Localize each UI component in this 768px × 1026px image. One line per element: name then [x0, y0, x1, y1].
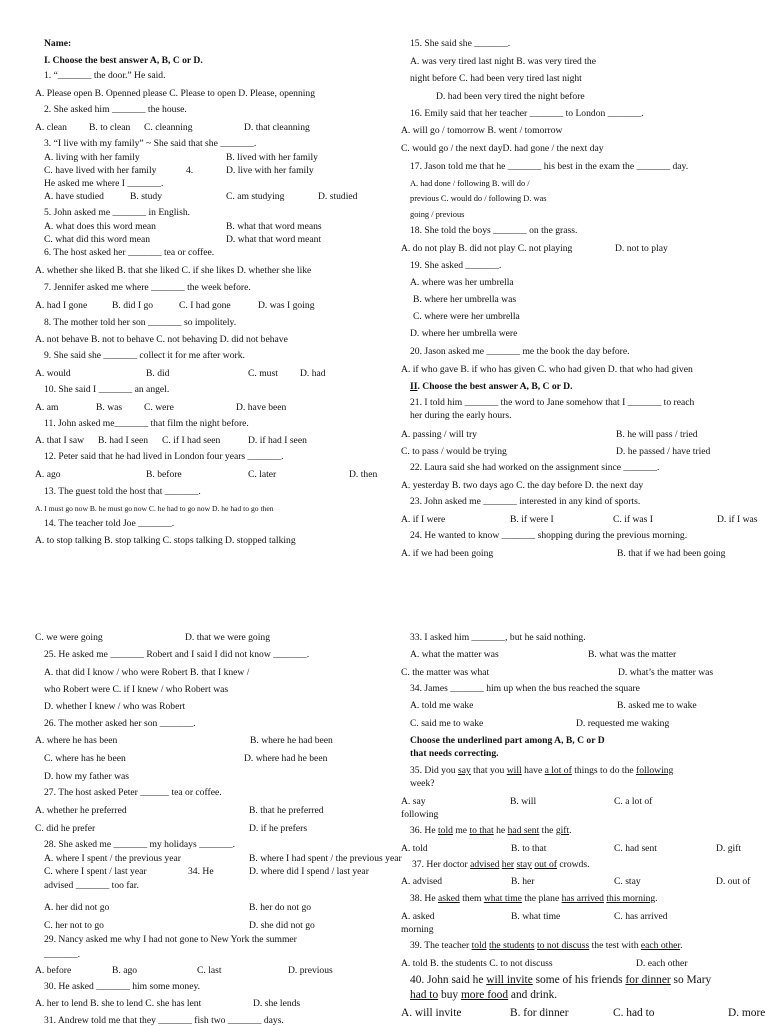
- question-30: 30. He asked _______ him some money.: [44, 981, 201, 992]
- question-22-options: A. yesterday B. two days ago C. the day before D. the next day: [401, 480, 644, 491]
- question-38-option-d: morning: [401, 924, 434, 935]
- q37-underlined-b: her: [501, 859, 515, 870]
- question-7: 7. Jennifer asked me where _______ the week before.: [44, 282, 251, 293]
- question-24-option-c: C. we were going: [35, 632, 103, 643]
- question-8: 8. The mother told her son _______ so impolitely.: [44, 317, 237, 328]
- question-38-option-a: A. asked: [401, 911, 435, 922]
- question-5-option-d: D. what that word meant: [226, 234, 322, 245]
- q36-text: .: [569, 825, 572, 836]
- question-33-option-b: B. what was the matter: [588, 649, 677, 660]
- question-35: [410, 765, 673, 776]
- question-26: 26. The mother asked her son _______.: [44, 718, 196, 729]
- q39-underlined-a: told: [471, 940, 487, 951]
- q38-text: them: [459, 893, 484, 904]
- question-9-option-d: D. had: [300, 368, 326, 379]
- question-19-option-d: D. where her umbrella were: [410, 328, 518, 339]
- question-21-option-d: D. he passed / have tried: [616, 446, 711, 457]
- question-38-option-b: B. what time: [511, 911, 561, 922]
- q35-underlined-d: following: [636, 765, 674, 776]
- q35-text: things to do the: [571, 765, 637, 776]
- q40-text: so Mary: [670, 974, 712, 986]
- question-15: 15. She said she _______.: [410, 38, 511, 49]
- question-10-option-a: A. am: [35, 402, 59, 413]
- question-9-option-a: A. would: [35, 368, 71, 379]
- question-24-option-d: D. that we were going: [185, 632, 270, 643]
- question-2-option-b: B. to clean: [89, 122, 131, 133]
- question-17: 17. Jason told me that he _______ his best in the exam the _______ day.: [410, 161, 689, 172]
- question-4-option-a: A. have studied: [44, 191, 104, 202]
- question-13-options: A. I must go now B. he must go now C. he had to go now D. he had to go then: [35, 504, 274, 513]
- question-24: 24. He wanted to know _______ shopping during the previous morning.: [410, 530, 688, 541]
- question-31: 31. Andrew told me that they _______ fish two _______ days.: [44, 1015, 284, 1026]
- question-16: 16. Emily said that her teacher _______ to London _______.: [410, 108, 644, 119]
- q39-underlined-b: the students: [488, 940, 535, 951]
- question-10-option-b: B. was: [96, 402, 123, 413]
- question-12: 12. Peter said that he had lived in London four years _______.: [44, 451, 284, 462]
- question-11: 11. John asked me_______ that film the night before.: [44, 418, 249, 429]
- question-11-option-d: D. if had I seen: [248, 435, 307, 446]
- q36-underlined-a: told: [437, 825, 453, 836]
- question-17-options-line-1: A. had done / following B. will do /: [410, 179, 530, 188]
- question-35-option-a: A. say: [401, 796, 426, 807]
- question-21-option-a: A. passing / will try: [401, 429, 477, 440]
- q39-text: the test with: [589, 940, 641, 951]
- question-2-option-c: C. cleanning: [144, 122, 193, 133]
- q40-text: and drink.: [508, 989, 558, 1001]
- question-34-option-c: C. her not to go: [44, 920, 104, 931]
- question-34-option-c: C. said me to wake: [410, 718, 484, 729]
- question-10-option-d: D. have been: [236, 402, 287, 413]
- question-11-option-c: C. if I had seen: [162, 435, 221, 446]
- question-37: [412, 859, 590, 870]
- question-9-option-b: B. did: [146, 368, 170, 379]
- question-26-extra: D. how my father was: [44, 771, 129, 782]
- question-9-option-c: C. must: [248, 368, 278, 379]
- question-34-option-a: A. told me wake: [410, 700, 474, 711]
- question-10: 10. She said I _______ an angel.: [44, 384, 170, 395]
- question-4-option-b: B. study: [130, 191, 162, 202]
- question-11-option-b: B. had I seen: [98, 435, 149, 446]
- question-17-options-line-2: previous C. would do / following D. was: [410, 194, 547, 203]
- question-40-option-c: C. had to: [613, 1007, 655, 1019]
- section-3-heading: Choose the underlined part among A, B, C or D: [410, 735, 605, 746]
- question-3: 3. “I live with my family” ~ She said that she _______.: [44, 138, 257, 149]
- question-38: [410, 893, 658, 904]
- q37-text: 37. Her doctor: [412, 859, 471, 870]
- question-9: 9. She said she _______ collect it for me after work.: [44, 350, 245, 361]
- question-25-options-line-2: who Robert were C. if I knew / who Robert was: [44, 684, 229, 695]
- question-29: 29. Nancy asked me why I had not gone to New York the summer: [44, 934, 297, 945]
- q37-underlined-d: out of: [534, 859, 557, 870]
- question-23: 23. John asked me _______ interested in any kind of sports.: [410, 496, 641, 507]
- question-3-option-d: D. live with her family: [226, 165, 314, 176]
- q35-underlined-c: a lot of: [544, 765, 572, 776]
- question-35-option-c: C. a lot of: [614, 796, 653, 807]
- q40-underlined-a: will invite: [486, 974, 533, 986]
- question-15-options-line-1: A. was very tired last night B. was very tired the: [410, 56, 596, 67]
- question-34-option-b: B. her do not go: [249, 902, 312, 913]
- question-34-option-d: D. she did not go: [249, 920, 315, 931]
- section-2-numeral: II: [410, 381, 418, 392]
- question-26-option-a: A. where he has been: [35, 735, 118, 746]
- question-40: [410, 974, 711, 987]
- question-33-option-c: C. the matter was what: [401, 667, 490, 678]
- question-35-continued: week?: [410, 778, 435, 789]
- question-13: 13. The guest told the host that _______.: [44, 486, 201, 497]
- question-18-options: A. do not play B. did not play C. not playing: [401, 243, 573, 254]
- question-20-options: A. if who gave B. if who has given C. who had given D. that who had given: [401, 364, 693, 375]
- question-12-option-b: B. before: [146, 469, 182, 480]
- question-34-stem: advised _______ too far.: [44, 880, 139, 891]
- q36-text: 36. He: [410, 825, 438, 836]
- question-18: 18. She told the boys _______ on the grass.: [410, 225, 578, 236]
- question-37-option-a: A. advised: [401, 876, 443, 887]
- question-4-number: 4.: [186, 165, 194, 176]
- question-27-option-a: A. whether he preferred: [35, 805, 127, 816]
- question-23-option-d: D. if I was: [717, 514, 758, 525]
- q39-underlined-d: each other: [640, 940, 681, 951]
- question-33: 33. I asked him _______, but he said nothing.: [410, 632, 586, 643]
- question-3-option-b: B. lived with her family: [226, 152, 318, 163]
- question-36-option-c: C. had sent: [614, 843, 657, 854]
- question-28: 28. She asked me _______ my holidays _______.: [44, 839, 236, 850]
- question-35-option-d: following: [401, 809, 439, 820]
- q38-text: the plane: [521, 893, 562, 904]
- q39-underlined-c: to not discuss: [536, 940, 590, 951]
- question-4-option-d: D. studied: [318, 191, 358, 202]
- question-28-option-b: B. where I had spent / the previous year: [249, 853, 402, 864]
- question-29-option-c: C. last: [197, 965, 222, 976]
- question-40-option-a: A. will invite: [401, 1007, 462, 1019]
- question-19: 19. She asked _______.: [410, 260, 502, 271]
- question-38-option-c: C. has arrived: [614, 911, 668, 922]
- question-34-option-d: D. requested me waking: [576, 718, 670, 729]
- question-26-option-d: D. where had he been: [244, 753, 328, 764]
- question-26-option-c: C. where has he been: [44, 753, 126, 764]
- question-19-option-a: A. where was her umbrella: [410, 277, 514, 288]
- question-30-option-d: D. she lends: [253, 998, 301, 1009]
- question-36-option-b: B. to that: [511, 843, 547, 854]
- question-4: He asked me where I _______.: [44, 178, 164, 189]
- question-37-option-c: C. stay: [614, 876, 641, 887]
- question-10-option-c: C. were: [144, 402, 174, 413]
- q36-underlined-b: to that: [469, 825, 494, 836]
- q39-text: .: [680, 940, 683, 951]
- question-6: 6. The host asked her _______ tea or coffee.: [44, 247, 215, 258]
- question-29-option-d: D. previous: [288, 965, 333, 976]
- question-2: 2. She asked him _______ the house.: [44, 104, 187, 115]
- question-8-options: A. not behave B. not to behave C. not behaving D. did not behave: [35, 334, 288, 345]
- question-36: [410, 825, 572, 836]
- question-34-option-a: A. her did not go: [44, 902, 110, 913]
- question-2-option-d: D. that cleanning: [244, 122, 310, 133]
- question-3-option-a: A. living with her family: [44, 152, 140, 163]
- question-28-option-d: D. where did I spend / last year: [249, 866, 369, 877]
- question-37-option-b: B. her: [511, 876, 535, 887]
- question-21-option-c: C. to pass / would be trying: [401, 446, 507, 457]
- section-1-heading: I. Choose the best answer A, B, C or D.: [44, 55, 203, 66]
- question-26-option-b: B. where he had been: [250, 735, 333, 746]
- question-25-options-line-3: D. whether I knew / who was Robert: [44, 701, 186, 712]
- question-29-option-a: A. before: [35, 965, 72, 976]
- q36-text: the: [539, 825, 556, 836]
- question-6-options: A. whether she liked B. that she liked C. if she likes D. whether she like: [35, 265, 312, 276]
- question-40-option-d: D. more: [728, 1007, 766, 1019]
- question-15-options-line-3: D. had been very tired the night before: [436, 91, 585, 102]
- q40-underlined-d: more food: [460, 989, 509, 1001]
- question-7-option-c: C. I had gone: [179, 300, 231, 311]
- q35-text: that you: [470, 765, 507, 776]
- question-4-option-c: C. am studying: [226, 191, 285, 202]
- q36-underlined-d: gift: [555, 825, 570, 836]
- question-29-continued: _______.: [44, 949, 80, 960]
- section-2-heading: [410, 381, 572, 392]
- q37-underlined-a: advised: [470, 859, 500, 870]
- question-27: 27. The host asked Peter ______ tea or coffee.: [44, 787, 222, 798]
- q37-text: crowds.: [556, 859, 590, 870]
- question-11-option-a: A. that I saw: [35, 435, 85, 446]
- question-14: 14. The teacher told Joe _______.: [44, 518, 175, 529]
- question-24-option-a: A. if we had been going: [401, 548, 494, 559]
- question-33-option-d: D. what’s the matter was: [618, 667, 714, 678]
- question-29-option-b: B. ago: [112, 965, 138, 976]
- question-5-option-b: B. what that word means: [226, 221, 322, 232]
- q35-underlined-b: will: [506, 765, 522, 776]
- question-7-option-d: D. was I going: [258, 300, 315, 311]
- question-3-option-c: C. have lived with her family: [44, 165, 157, 176]
- question-34: 34. James _______ him up when the bus reached the square: [410, 683, 640, 694]
- q39-text: 39. The teacher: [410, 940, 472, 951]
- question-18-option-d: D. not to play: [615, 243, 668, 254]
- question-40-continued: [410, 989, 557, 1002]
- question-16-options-line-1: A. will go / tomorrow B. went / tomorrow: [401, 125, 563, 136]
- question-5: 5. John asked me _______ in English.: [44, 207, 191, 218]
- q38-underlined-d: this morning: [606, 893, 656, 904]
- question-21: 21. I told him _______ the word to Jane somehow that I _______ to reach: [410, 397, 695, 408]
- question-39: [410, 940, 682, 951]
- question-37-option-d: D. out of: [716, 876, 751, 887]
- q38-text: .: [655, 893, 658, 904]
- question-25-options-line-1: A. that did I know / who were Robert B. that I knew /: [44, 667, 250, 678]
- question-19-option-b: B. where her umbrella was: [413, 294, 517, 305]
- q38-underlined-c: has arrived: [561, 893, 604, 904]
- q40-text: some of his friends: [532, 974, 626, 986]
- question-25: 25. He asked me _______ Robert and I said I did not know _______.: [44, 649, 310, 660]
- question-23-option-a: A. if I were: [401, 514, 446, 525]
- question-21-option-b: B. he will pass / tried: [616, 429, 698, 440]
- question-12-option-a: A. ago: [35, 469, 61, 480]
- question-16-options-line-2: C. would go / the next dayD. had gone / the next day: [401, 143, 604, 154]
- q37-underlined-c: stay: [516, 859, 532, 870]
- question-28-option-c: C. where I spent / last year: [44, 866, 147, 877]
- q40-underlined-c: had to: [410, 989, 439, 1001]
- question-21-continued: her during the early hours.: [410, 410, 512, 421]
- question-36-option-a: A. told: [401, 843, 428, 854]
- question-39-options: A. told B. the students C. to not discuss: [401, 958, 553, 969]
- question-1-options: A. Please open B. Openned please C. Please to open D. Please, openning: [35, 88, 316, 99]
- question-15-options-line-2: night before C. had been very tired last night: [410, 73, 582, 84]
- question-20: 20. Jason asked me _______ me the book the day before.: [410, 346, 630, 357]
- q36-underlined-c: had sent: [507, 825, 540, 836]
- question-28-option-a: A. where I spent / the previous year: [44, 853, 181, 864]
- question-36-option-d: D. gift: [716, 843, 742, 854]
- q36-text: he: [493, 825, 508, 836]
- question-34-option-b: B. asked me to wake: [617, 700, 697, 711]
- q38-underlined-a: asked: [437, 893, 460, 904]
- q40-text: buy: [438, 989, 461, 1001]
- question-23-option-b: B. if were I: [510, 514, 554, 525]
- question-7-option-a: A. had I gone: [35, 300, 88, 311]
- question-1: 1. “_______ the door.” He said.: [44, 70, 166, 81]
- question-34-number: 34. He: [188, 866, 214, 877]
- question-40-option-b: B. for dinner: [510, 1007, 569, 1019]
- q40-underlined-b: for dinner: [625, 974, 671, 986]
- q35-text: 35. Did you: [410, 765, 458, 776]
- q35-text: have: [521, 765, 545, 776]
- question-22: 22. Laura said she had worked on the assignment since _______.: [410, 462, 660, 473]
- question-27-option-d: D. if he prefers: [249, 823, 308, 834]
- question-19-option-c: C. where were her umbrella: [413, 311, 520, 322]
- question-12-option-c: C. later: [248, 469, 277, 480]
- question-39-option-d: D. each other: [636, 958, 688, 969]
- question-5-option-a: A. what does this word mean: [44, 221, 156, 232]
- question-35-option-b: B. will: [510, 796, 537, 807]
- q38-underlined-b: what time: [483, 893, 522, 904]
- section-2-title: . Choose the best answer A, B, C or D.: [417, 381, 573, 392]
- question-14-options: A. to stop talking B. stop talking C. stops talking D. stopped talking: [35, 535, 296, 546]
- q35-underlined-a: say: [457, 765, 471, 776]
- question-5-option-c: C. what did this word mean: [44, 234, 151, 245]
- question-12-option-d: D. then: [349, 469, 378, 480]
- question-33-option-a: A. what the matter was: [410, 649, 499, 660]
- section-3-subheading: that needs correcting.: [410, 748, 499, 759]
- question-17-options-line-3: going / previous: [410, 210, 465, 219]
- question-30-options: A. her to lend B. she to lend C. she has lent: [35, 998, 202, 1009]
- question-2-option-a: A. clean: [35, 122, 67, 133]
- question-27-option-c: C. did he prefer: [35, 823, 96, 834]
- q38-text: 38. He: [410, 893, 438, 904]
- question-7-option-b: B. did I go: [112, 300, 154, 311]
- q36-text: me: [452, 825, 470, 836]
- name-label: Name:: [44, 38, 72, 49]
- question-24-option-b: B. that if we had been going: [617, 548, 726, 559]
- q40-text: 40. John said he: [410, 974, 487, 986]
- question-27-option-b: B. that he preferred: [249, 805, 324, 816]
- question-23-option-c: C. if was I: [613, 514, 653, 525]
